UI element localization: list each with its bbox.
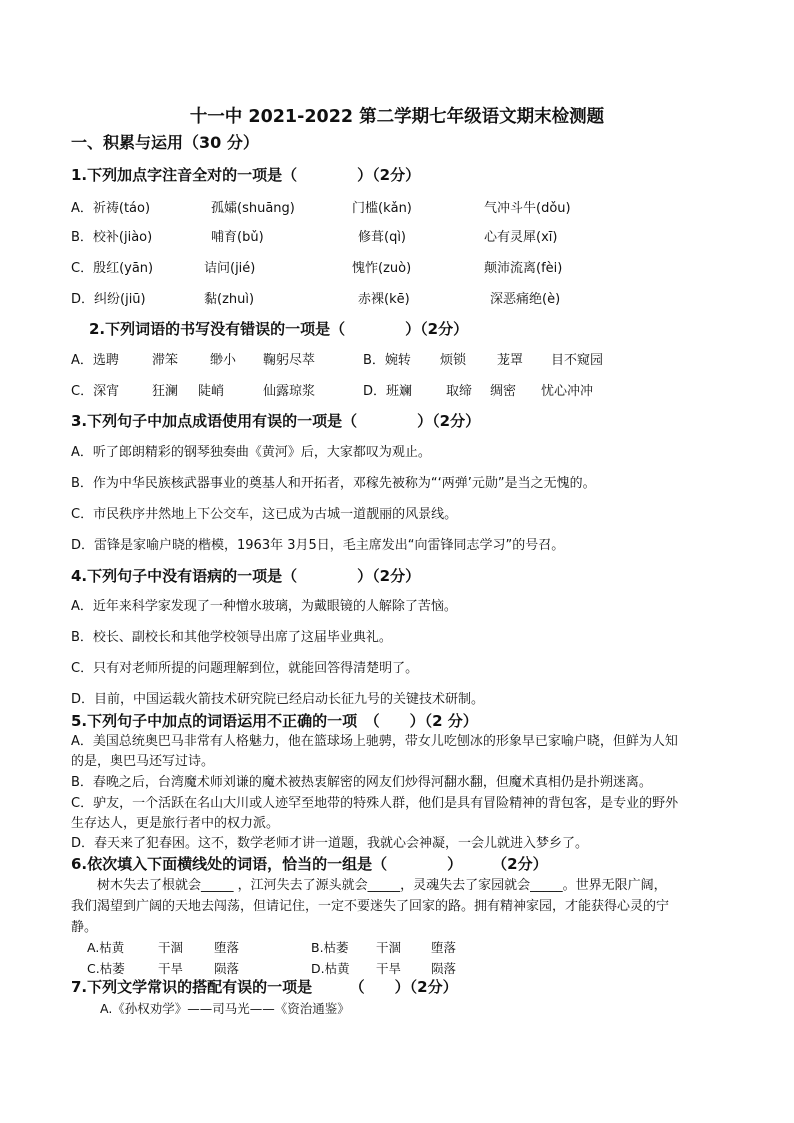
q5-option-d: D．春天来了犯春困。这不，数学老师才讲一道题，我就心会神凝，一会儿就进入梦乡了。 bbox=[71, 836, 589, 851]
q1-option-c4: 颠沛流离(fèi) bbox=[484, 261, 563, 276]
q1-option-a1: A．祈祷(táo) bbox=[71, 201, 151, 216]
q4-option-c: C．只有对老师所提的问题理解到位，就能回答得清楚明了。 bbox=[71, 661, 419, 676]
q3-option-a: A．听了郎朗精彩的钢琴独奏曲《黄河》后，大家都叹为观止。 bbox=[71, 445, 431, 460]
q6-option-b2: 干涸 bbox=[376, 940, 402, 955]
q3-option-b: B．作为中华民族核武器事业的奠基人和开拓者，邓稼先被称为“‘两弹’元勋”是当之无愧的。 bbox=[71, 476, 596, 491]
q2-option-b3: 茏罩 bbox=[497, 353, 524, 368]
question-1-stem: 1.下列加点字注音全对的一项是（ ）（2分） bbox=[71, 166, 421, 184]
q1-option-b2: 哺育(bǔ) bbox=[211, 230, 264, 245]
q5-option-b: B．春晚之后，台湾魔术师刘谦的魔术被热衷解密的网友们炒得河翻水翻，但魔术真相仍是扑朔迷离。 bbox=[71, 775, 652, 790]
q1-option-c1: C．殷红(yān) bbox=[71, 261, 154, 276]
q6-option-d2: 干旱 bbox=[376, 961, 402, 976]
q2-option-d1: D．班斓 bbox=[363, 384, 413, 399]
q5-option-c-line1: C．驴友，一个活跃在名山大川或人迹罕至地带的特殊人群，他们是具有冒险精神的背包客，是专业的野外 bbox=[71, 796, 679, 811]
q5-option-a-line1: A．美国总统奥巴马非常有人格魅力，他在篮球场上驰骋，带女儿吃刨冰的形象早已家喻户晓，但鲜为人知 bbox=[71, 734, 678, 749]
question-3-stem: 3.下列句子中加点成语使用有误的一项是（ ）（2分） bbox=[71, 412, 481, 430]
q3-option-c: C．市民秩序井然地上下公交车，这已成为古城一道靓丽的风景线。 bbox=[71, 507, 458, 522]
q1-option-a3: 门槛(kǎn) bbox=[352, 201, 412, 216]
q6-passage-line2: 我们渴望到广阔的天地去闯荡，但请记住，一定不要迷失了回家的路。拥有精神家园，才能获得心灵的宁 bbox=[71, 899, 670, 914]
q4-option-a: A．近年来科学家发现了一种憎水玻璃，为戴眼镜的人解除了苦恼。 bbox=[71, 599, 457, 614]
q4-option-b: B．校长、副校长和其他学校领导出席了这届毕业典礼。 bbox=[71, 630, 392, 645]
q3-option-d: D．雷锋是家喻户晓的楷模，1963年 3月5日，毛主席发出“向雷锋同志学习”的号召。 bbox=[71, 538, 565, 553]
q1-option-a4: 气冲斗牛(dǒu) bbox=[484, 201, 571, 216]
q6-option-c3: 陨落 bbox=[214, 961, 240, 976]
q5-option-c-line2: 生存达人，更是旅行者中的权力派。 bbox=[71, 816, 280, 831]
q2-option-b4: 目不窥园 bbox=[551, 353, 604, 368]
q2-option-b1: B．婉转 bbox=[363, 353, 411, 368]
q1-option-b4: 心有灵犀(xī) bbox=[484, 230, 558, 245]
q2-option-c2: 狂澜 bbox=[152, 384, 179, 399]
q6-option-a2: 干涸 bbox=[158, 940, 184, 955]
q2-option-c4: 仙露琼浆 bbox=[263, 384, 316, 399]
page-title: 十一中 2021-2022 第二学期七年级语文期末检测题 bbox=[189, 107, 605, 127]
q6-option-c2: 干旱 bbox=[158, 961, 184, 976]
q5-option-a-line2: 的是，奥巴马还写过诗。 bbox=[71, 754, 215, 769]
q1-option-c2: 诘问(jié) bbox=[204, 261, 256, 276]
q1-option-b1: B．校补(jiào) bbox=[71, 230, 153, 245]
q1-option-d4: 深恶痛绝(è) bbox=[490, 292, 561, 307]
q6-option-d3: 陨落 bbox=[431, 961, 457, 976]
q1-option-d2: 黏(zhuì) bbox=[204, 292, 255, 307]
q4-option-d: D．目前，中国运载火箭技术研究院已经启动长征九号的关键技术研制。 bbox=[71, 692, 485, 707]
q2-option-c3: 陡峭 bbox=[198, 384, 225, 399]
question-6-stem: 6.依次填入下面横线处的词语，恰当的一组是（ ） （2分） bbox=[71, 855, 548, 873]
q1-option-d1: D．纠纷(jiū) bbox=[71, 292, 146, 307]
q2-option-d4: 忧心冲冲 bbox=[541, 384, 594, 399]
q6-option-b3: 堕落 bbox=[431, 940, 457, 955]
q6-option-a3: 堕落 bbox=[214, 940, 240, 955]
q2-option-a3: 缈小 bbox=[210, 353, 237, 368]
q6-option-c1: C.枯萎 bbox=[87, 961, 125, 976]
q6-option-b1: B.枯萎 bbox=[311, 940, 349, 955]
q6-option-d1: D.枯黄 bbox=[311, 961, 350, 976]
question-5-stem: 5.下列句子中加点的词语运用不正确的一项 （ ）（2 分） bbox=[71, 712, 478, 730]
q1-option-d3: 赤裸(kē) bbox=[358, 292, 410, 307]
q2-option-a1: A．选聘 bbox=[71, 353, 119, 368]
q1-option-a2: 孤孀(shuāng) bbox=[211, 201, 295, 216]
q2-option-d3: 绸密 bbox=[490, 384, 517, 399]
q7-option-a: A.《孙权劝学》——司马光——《资治通鉴》 bbox=[100, 1001, 350, 1016]
q6-passage-line1: 树木失去了根就会_____ ，江河失去了源头就会_____，灵魂失去了家园就会_____。世界无限广阔， bbox=[71, 878, 667, 893]
q1-option-c3: 愧怍(zuò) bbox=[352, 261, 412, 276]
q6-passage-line3: 静。 bbox=[71, 920, 98, 935]
q2-option-d2: 取缔 bbox=[446, 384, 473, 399]
q2-option-b2: 烦锁 bbox=[440, 353, 467, 368]
q2-option-c1: C．深宵 bbox=[71, 384, 120, 399]
question-7-stem: 7.下列文学常识的搭配有误的一项是 （ ）（2分） bbox=[71, 978, 458, 996]
section-heading: 一、积累与运用（30 分） bbox=[71, 133, 259, 152]
question-2-stem: 2.下列词语的书写没有错误的一项是（ ）（2分） bbox=[89, 320, 469, 338]
q1-option-b3: 修葺(qì) bbox=[358, 230, 407, 245]
question-4-stem: 4.下列句子中没有语病的一项是（ ）（2分） bbox=[71, 567, 421, 585]
q2-option-a4: 鞠躬尽萃 bbox=[263, 353, 316, 368]
q6-option-a1: A.枯黄 bbox=[87, 940, 125, 955]
q2-option-a2: 滞笨 bbox=[152, 353, 179, 368]
